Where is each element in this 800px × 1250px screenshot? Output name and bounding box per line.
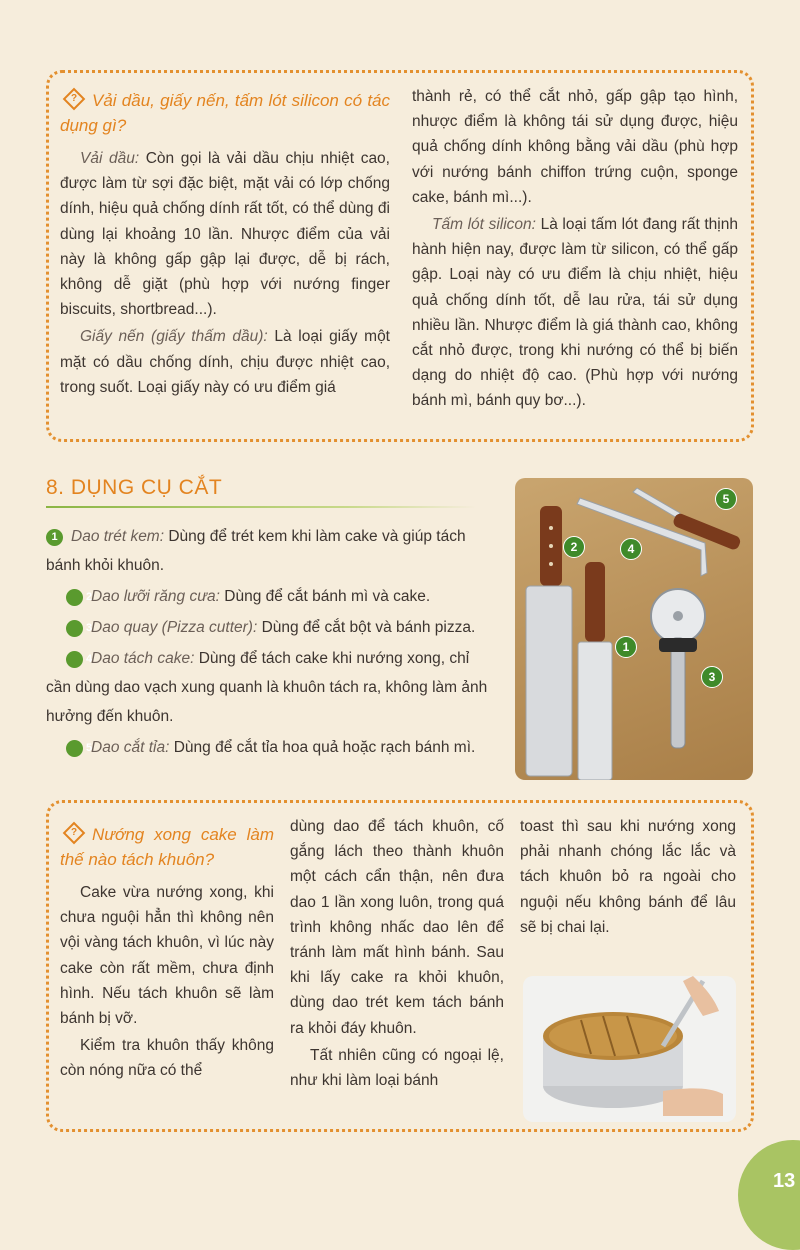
- knives-photo: [515, 478, 753, 780]
- page-number-tab: [738, 1140, 800, 1250]
- number-badge: 1: [46, 529, 63, 546]
- question-icon: ?: [63, 88, 86, 111]
- photo-badge-1: 1: [615, 636, 637, 658]
- paragraph: Kiểm tra khuôn thấy không còn nóng nữa có thể: [60, 1037, 274, 1080]
- number-badge: 3: [66, 620, 83, 637]
- paragraph-vai-dau: Vải dầu: Còn gọi là vải dầu chịu nhiệt cao, được làm từ sợi đặc biệt, mặt vải có lớp chống dính, hiệu quả chống dính rất tốt, có thể dùng đi dùng lại khoảng 10 lần. Nhược điểm của vải này là không gấp gập lại được, dễ bị rách, không dễ giặt (phù hợp với nướng finger biscuits, shortbread...).: [60, 150, 390, 319]
- paragraph: toast thì sau khi nướng xong phải nhanh chóng lắc lắc và tách khuôn bỏ ra ngoài cho nguội nếu không bánh để lâu sẽ bị chai lại.: [520, 818, 736, 936]
- page-number: 13: [773, 1170, 796, 1192]
- box1-question-text: Vải dầu, giấy nến, tấm lót silicon có tác dụng gì?: [60, 91, 390, 135]
- list-item: 4Dao tách cake: Dùng để tách cake khi nướng xong, chỉ cần dùng dao vạch xung quanh là khuôn tách ra, không làm ảnh hưởng đến khuôn.: [46, 650, 488, 725]
- list-item: 5Dao cắt tỉa: Dùng để cắt tỉa hoa quả hoặc rạch bánh mì.: [46, 733, 490, 762]
- photo-badge-2: 2: [563, 536, 585, 558]
- photo-badge-4: 4: [620, 538, 642, 560]
- box1-left-column: [60, 88, 390, 402]
- box2-question-text: Nướng xong cake làm thế nào tách khuôn?: [60, 825, 274, 869]
- photo-badge-3: 3: [701, 666, 723, 688]
- box2-column-3: [520, 814, 736, 942]
- cake-illustration: [523, 976, 736, 1122]
- box1-right-column: [412, 84, 738, 416]
- paragraph: Tất nhiên cũng có ngoại lệ, như khi làm loại bánh: [290, 1046, 504, 1090]
- cake-unmolding-photo: [523, 976, 736, 1122]
- number-badge: 5: [66, 740, 83, 757]
- paragraph: Cake vừa nướng xong, khi chưa nguội hẳn thì không nên vội vàng tách khuôn, vì lúc này cake còn rất mềm, chưa định hình. Nếu tách khuôn sẽ làm bánh bị vỡ.: [60, 884, 274, 1028]
- box2-column-1: [60, 822, 274, 1086]
- box2-column-2: [290, 814, 504, 1095]
- box1-question-title: [60, 88, 390, 138]
- paragraph: dùng dao để tách khuôn, cố gắng lách theo thành khuôn một cách cẩn thận, nên đưa dao 1 lần xong luôn, trong quá trình không nhấc dao lên để tránh làm mất hình bánh. Sau khi lấy cake ra khỏi khuôn, dùng dao trét kem tách bánh ra khỏi đáy khuôn.: [290, 818, 504, 1037]
- number-badge: 2: [66, 589, 83, 606]
- photo-badge-5: 5: [715, 488, 737, 510]
- knives-illustration: [515, 478, 753, 780]
- list-item: 2Dao lưỡi răng cưa: Dùng để cắt bánh mì và cake.: [46, 582, 490, 611]
- tools-list: [46, 522, 490, 764]
- section-title: 8. DỤNG CỤ CẮT: [46, 476, 223, 499]
- list-item: 3Dao quay (Pizza cutter): Dùng để cắt bột và bánh pizza.: [46, 613, 490, 642]
- box2-question-title: [60, 822, 274, 872]
- question-icon: ?: [63, 822, 86, 845]
- paragraph-giay-nen-cont: thành rẻ, có thể cắt nhỏ, gấp gập tạo hình, nhược điểm là không tái sử dụng được, hiệu quả chống dính không bằng vải dầu (phù hợp với nướng bánh chiffon trứng cuộn, sponge cake, bánh mì...).: [412, 88, 738, 206]
- list-item: 1 Dao trét kem: Dùng để trét kem khi làm cake và giúp tách bánh khỏi khuôn.: [46, 528, 466, 574]
- paragraph-giay-nen: Giấy nến (giấy thấm dầu): Là loại giấy một mặt có dầu chống dính, chịu được nhiệt cao, trong suốt. Loại giấy này có ưu điểm giá: [60, 328, 390, 396]
- number-badge: 4: [66, 651, 83, 668]
- paragraph-tam-lot: Tấm lót silicon: Là loại tấm lót đang rất thịnh hành hiện nay, được làm từ silicon, có thể gấp gập. Loại này có ưu điểm là chịu nhiệt, hiệu quả chống dính tốt, dễ lau rửa, tái sử dụng nhiều lần. Nhược điểm là giá thành cao, không cắt nhỏ được, trong khi nướng có thể bị biến dạng do nhiệt độ cao. (Phù hợp với nướng bánh mì, bánh quy bơ...).: [412, 216, 738, 410]
- section-divider: [46, 506, 476, 508]
